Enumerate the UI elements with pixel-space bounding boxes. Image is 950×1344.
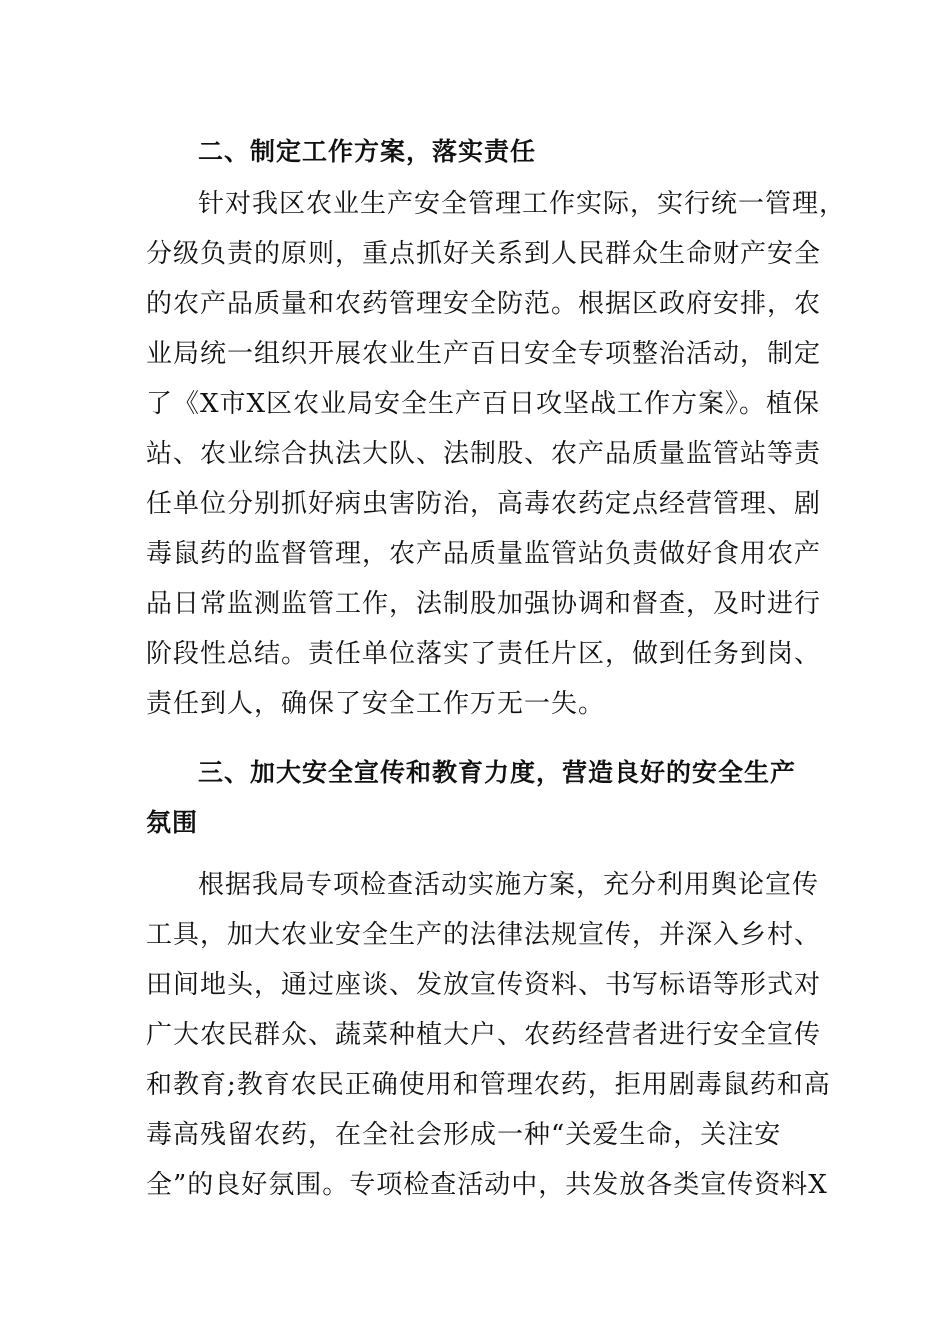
paragraph-line: 毒高残留农药，在全社会形成一种“关爱生命，关注安 <box>146 1120 782 1150</box>
paragraph-line: 针对我区农业生产安全管理工作实际，实行统一管理， <box>198 189 847 219</box>
paragraph-line: 毒鼠药的监督管理，农产品质量监管站负责做好食用农产 <box>146 539 822 569</box>
section-heading: 三、加大安全宣传和教育力度，营造良好的安全生产 <box>198 758 797 787</box>
paragraph-line: 广大农民群众、蔬菜种植大户、农药经营者进行安全宣传 <box>146 1020 822 1050</box>
paragraph-line: 分级负责的原则，重点抓好关系到人民群众生命财产安全 <box>146 239 822 269</box>
paragraph-line: 任单位分别抓好病虫害防治，高毒农药定点经营管理、剧 <box>146 489 822 519</box>
paragraph-line: 了《X市X区农业局安全生产百日攻坚战工作方案》。植保 <box>146 389 821 419</box>
paragraph-line: 和教育;教育农民正确使用和管理农药，拒用剧毒鼠药和高 <box>146 1070 831 1100</box>
paragraph-line: 工具，加大农业安全生产的法律法规宣传，并深入乡村、 <box>146 920 822 950</box>
paragraph-line: 责任到人，确保了安全工作万无一失。 <box>146 689 606 719</box>
section-heading-continued: 氛围 <box>146 808 199 837</box>
paragraph-line: 的农产品质量和农药管理安全防范。根据区政府安排，农 <box>146 289 822 319</box>
paragraph-line: 品日常监测监管工作，法制股加强协调和督查，及时进行 <box>146 589 822 619</box>
paragraph-line: 全”的良好氛围。专项检查活动中，共发放各类宣传资料X <box>146 1170 828 1200</box>
paragraph-line: 田间地头，通过座谈、发放宣传资料、书写标语等形式对 <box>146 970 822 1000</box>
paragraph-line: 阶段性总结。责任单位落实了责任片区，做到任务到岗、 <box>146 639 822 669</box>
paragraph-line: 根据我局专项检查活动实施方案，充分利用舆论宣传 <box>198 870 820 900</box>
section-heading: 二、制定工作方案，落实责任 <box>198 137 537 166</box>
paragraph-line: 站、农业综合执法大队、法制股、农产品质量监管站等责 <box>146 439 822 469</box>
paragraph-line: 业局统一组织开展农业生产百日安全专项整治活动，制定 <box>146 339 822 369</box>
